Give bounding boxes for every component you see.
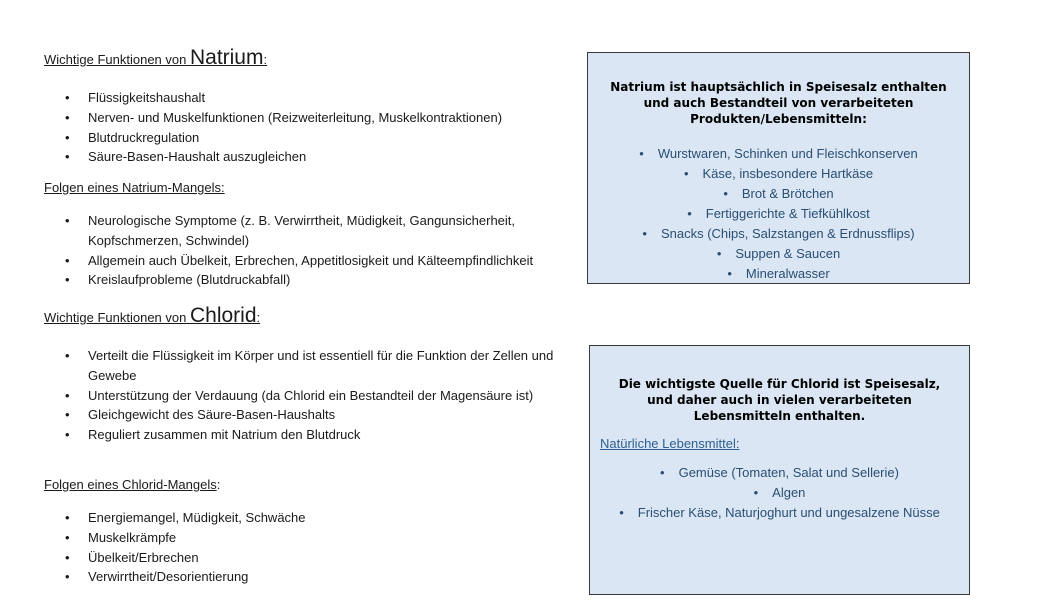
natrium-deficiency-list bbox=[44, 211, 564, 290]
chlorid-heading-word: Chlorid bbox=[189, 304, 257, 327]
natrium-heading-suffix: : bbox=[263, 52, 268, 67]
list-item: • Übelkeit/Erbrechen bbox=[44, 548, 564, 568]
natrium-sources-box bbox=[587, 52, 970, 284]
chlorid-sources-list bbox=[600, 463, 959, 523]
list-item: • Verteilt die Flüssigkeit im Körper und ist essentiell für die Funktion der Zellen und Gewebe bbox=[44, 346, 572, 386]
chlorid-deficiency-heading-suffix: : bbox=[216, 477, 221, 492]
list-item: • Neurologische Symptome (z. B. Verwirrtheit, Müdigkeit, Gangunsicherheit, Kopfschmerzen, Schwindel) bbox=[44, 211, 564, 251]
list-item: • Energiemangel, Müdigkeit, Schwäche bbox=[44, 508, 564, 528]
list-item: • Blutdruckregulation bbox=[44, 128, 564, 148]
chlorid-box-subheading: Natürliche Lebensmittel: bbox=[600, 436, 740, 451]
list-item: • Säure-Basen-Haushalt auszugleichen bbox=[44, 147, 564, 167]
list-item: • Gleichgewicht des Säure-Basen-Haushalts bbox=[44, 405, 572, 425]
list-item: • Frischer Käse, Naturjoghurt und ungesalzene Nüsse bbox=[600, 503, 959, 523]
list-item: • Suppen & Saucen bbox=[606, 244, 951, 264]
list-item: • Mineralwasser bbox=[606, 264, 951, 284]
list-item: • Flüssigkeitshaushalt bbox=[44, 88, 564, 108]
list-item: • Brot & Brötchen bbox=[606, 184, 951, 204]
list-item: • Wurstwaren, Schinken und Fleischkonserven bbox=[606, 144, 951, 164]
natrium-functions-list bbox=[44, 88, 564, 167]
list-item: • Verwirrtheit/Desorientierung bbox=[44, 567, 564, 587]
list-item: • Käse, insbesondere Hartkäse bbox=[606, 164, 951, 184]
list-item: • Fertiggerichte & Tiefkühlkost bbox=[606, 204, 951, 224]
chlorid-deficiency-heading-text: Folgen eines Chlorid-Mangels bbox=[44, 477, 217, 492]
list-item: • Allgemein auch Übelkeit, Erbrechen, Appetitlosigkeit und Kälteempfindlichkeit bbox=[44, 251, 564, 271]
natrium-heading-prefix: Wichtige Funktionen von bbox=[44, 52, 190, 67]
list-item: • Gemüse (Tomaten, Salat und Sellerie) bbox=[600, 463, 959, 483]
natrium-deficiency-heading: Folgen eines Natrium-Mangels: bbox=[44, 180, 225, 195]
chlorid-sources-box bbox=[589, 345, 970, 595]
list-item: • Unterstützung der Verdauung (da Chlorid ein Bestandteil der Magensäure ist) bbox=[44, 386, 572, 406]
list-item: • Kreislaufprobleme (Blutdruckabfall) bbox=[44, 270, 564, 290]
chlorid-box-title: Die wichtigste Quelle für Chlorid ist Speisesalz, und daher auch in vielen verarbeiteten Lebensmitteln enthalten. bbox=[618, 377, 941, 423]
natrium-box-title: Natrium ist hauptsächlich in Speisesalz enthalten und auch Bestandteil von verarbeiteten Produkten/Lebensmitteln: bbox=[610, 80, 947, 126]
chlorid-heading-prefix: Wichtige Funktionen von bbox=[44, 310, 190, 325]
list-item: • Algen bbox=[600, 483, 959, 503]
chlorid-deficiency-list bbox=[44, 508, 564, 587]
chlorid-functions-list bbox=[44, 346, 572, 445]
list-item: • Reguliert zusammen mit Natrium den Blutdruck bbox=[44, 425, 572, 445]
chlorid-heading-suffix: : bbox=[256, 310, 261, 325]
natrium-sources-list bbox=[606, 144, 951, 284]
list-item: • Muskelkrämpfe bbox=[44, 528, 564, 548]
list-item: • Snacks (Chips, Salzstangen & Erdnussflips) bbox=[606, 224, 951, 244]
natrium-heading-word: Natrium bbox=[189, 46, 264, 69]
chlorid-deficiency-heading bbox=[44, 477, 220, 492]
natrium-functions-heading bbox=[44, 46, 267, 70]
chlorid-functions-heading bbox=[44, 304, 260, 328]
list-item: • Nerven- und Muskelfunktionen (Reizweiterleitung, Muskelkontraktionen) bbox=[44, 108, 564, 128]
